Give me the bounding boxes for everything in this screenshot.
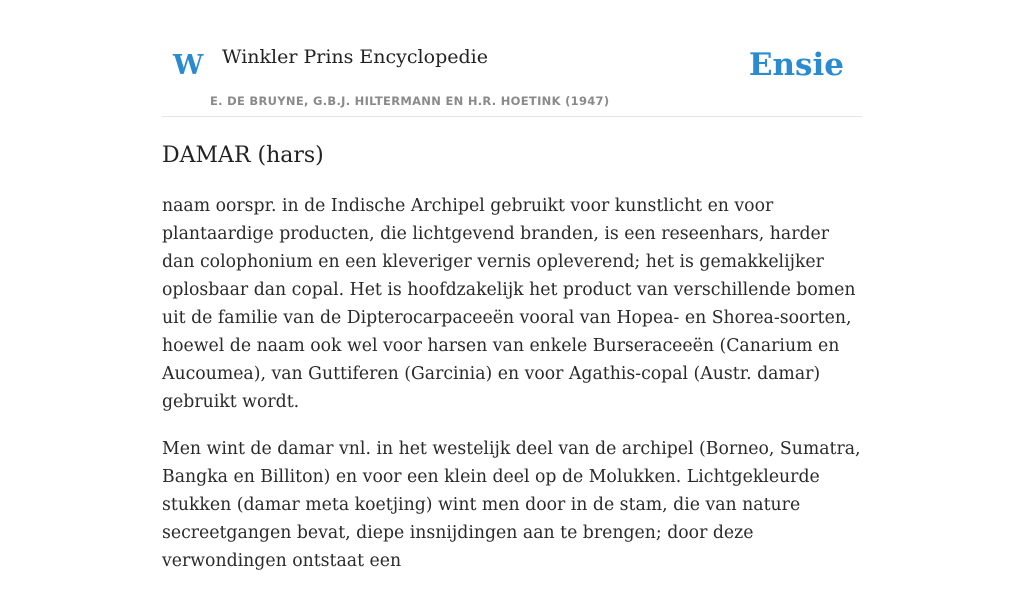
- source-logo[interactable]: W: [173, 50, 204, 81]
- source-title-link[interactable]: Winkler Prins Encyclopedie: [222, 46, 488, 68]
- entry-title: DAMAR (hars): [162, 143, 324, 168]
- brand-logo[interactable]: Ensie: [748, 47, 844, 83]
- article-page: [162, 0, 862, 594]
- source-header: [162, 0, 862, 117]
- entry-body: [162, 192, 862, 575]
- entry-paragraph: Men wint de damar vnl. in het westelijk deel van de archipel (Borneo, Sumatra, Bangka en Billiton) en voor een klein deel op de Molukken. Lichtgekleurde stukken (damar meta koetjing) wint men door in de stam, die van nature secreetgangen bevat, diepe insnijdingen aan te brengen; door deze verwondingen ontstaat een: [162, 439, 861, 572]
- entry-paragraph: naam oorspr. in de Indische Archipel gebruikt voor kunstlicht en voor plantaardige producten, die lichtgevend branden, is een reseenhars, harder dan colophonium en een kleveriger vernis opleverend; het is gemakkelijker oplosbaar dan copal. Het is hoofdzakelijk het product van verschillende bomen uit de familie van de Dipterocarpaceeën vooral van Hopea- en Shorea-soorten, hoewel de naam ook wel voor harsen van enkele Burseraceeën (Canarium en Aucoumea), van Guttiferen (Garcinia) en voor Agathis-copal (Austr. damar) gebruikt wordt.: [162, 196, 856, 413]
- source-authors: E. DE BRUYNE, G.B.J. HILTERMANN EN H.R. HOETINK (1947): [210, 94, 610, 108]
